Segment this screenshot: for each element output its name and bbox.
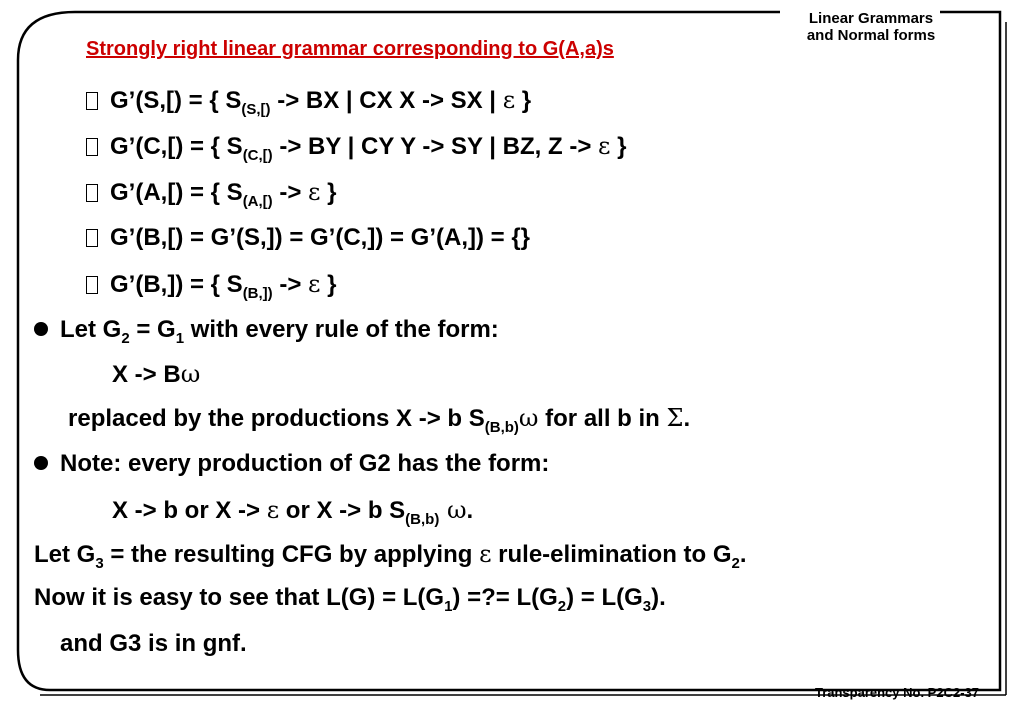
corner-line-2: and Normal forms [806,27,936,44]
line-9: Note: every production of G2 has the form: [34,450,549,478]
slide-title: Strongly right linear grammar corresponding to G(A,a)s [86,38,614,60]
line-2: G’(C,[) = { $S_{(C,[)}$ -> BY | CY Y -> SY | BZ, Z -> ε } [86,132,626,164]
line-12: Now it is easy to see that $L(G) = L(G_1)$ =?= $L(G_2) = L(G_3)$. [34,584,666,615]
line-8: replaced by the productions X -> b $S_{(B,b)}\omega$ for all b in Σ. [68,404,691,436]
line-13: and G3 is in gnf. [60,630,247,657]
line-7: X -> Bω [112,360,201,388]
corner-label [801,10,941,44]
line-4: G’(B,[) = G’(S,]) = G’(C,]) = G’(A,]) = {} [86,224,530,252]
line-1: G’(S,[) = { $S_{(S,[)}$ -> BX | CX X -> SX | ε } [86,86,531,118]
bullet-box-icon [86,276,98,294]
line-10: X -> b or X -> ε or X -> b $S_{(B,b)}$ ω. [112,496,474,528]
bullet-box-icon [86,229,98,247]
line-6: Let $G_2 = G_1$ with every rule of the form: [34,316,499,347]
bullet-box-icon [86,184,98,202]
bullet-dot-icon [34,456,48,470]
bullet-dot-icon [34,322,48,336]
bullet-box-icon [86,92,98,110]
bullet-box-icon [86,138,98,156]
line-11: Let $G_3$ = the resulting CFG by applying ε rule-elimination to $G_2$. [34,540,747,572]
line-3: G’(A,[) = { $S_{(A,[)} -> \varepsilon$ } [86,178,336,210]
corner-line-1: Linear Grammars [808,10,934,27]
line-5: G’(B,]) = { $S_{(B,])} -> \varepsilon$ } [86,270,336,302]
footer-label: Transparency No. P2C2-37 [814,685,979,700]
